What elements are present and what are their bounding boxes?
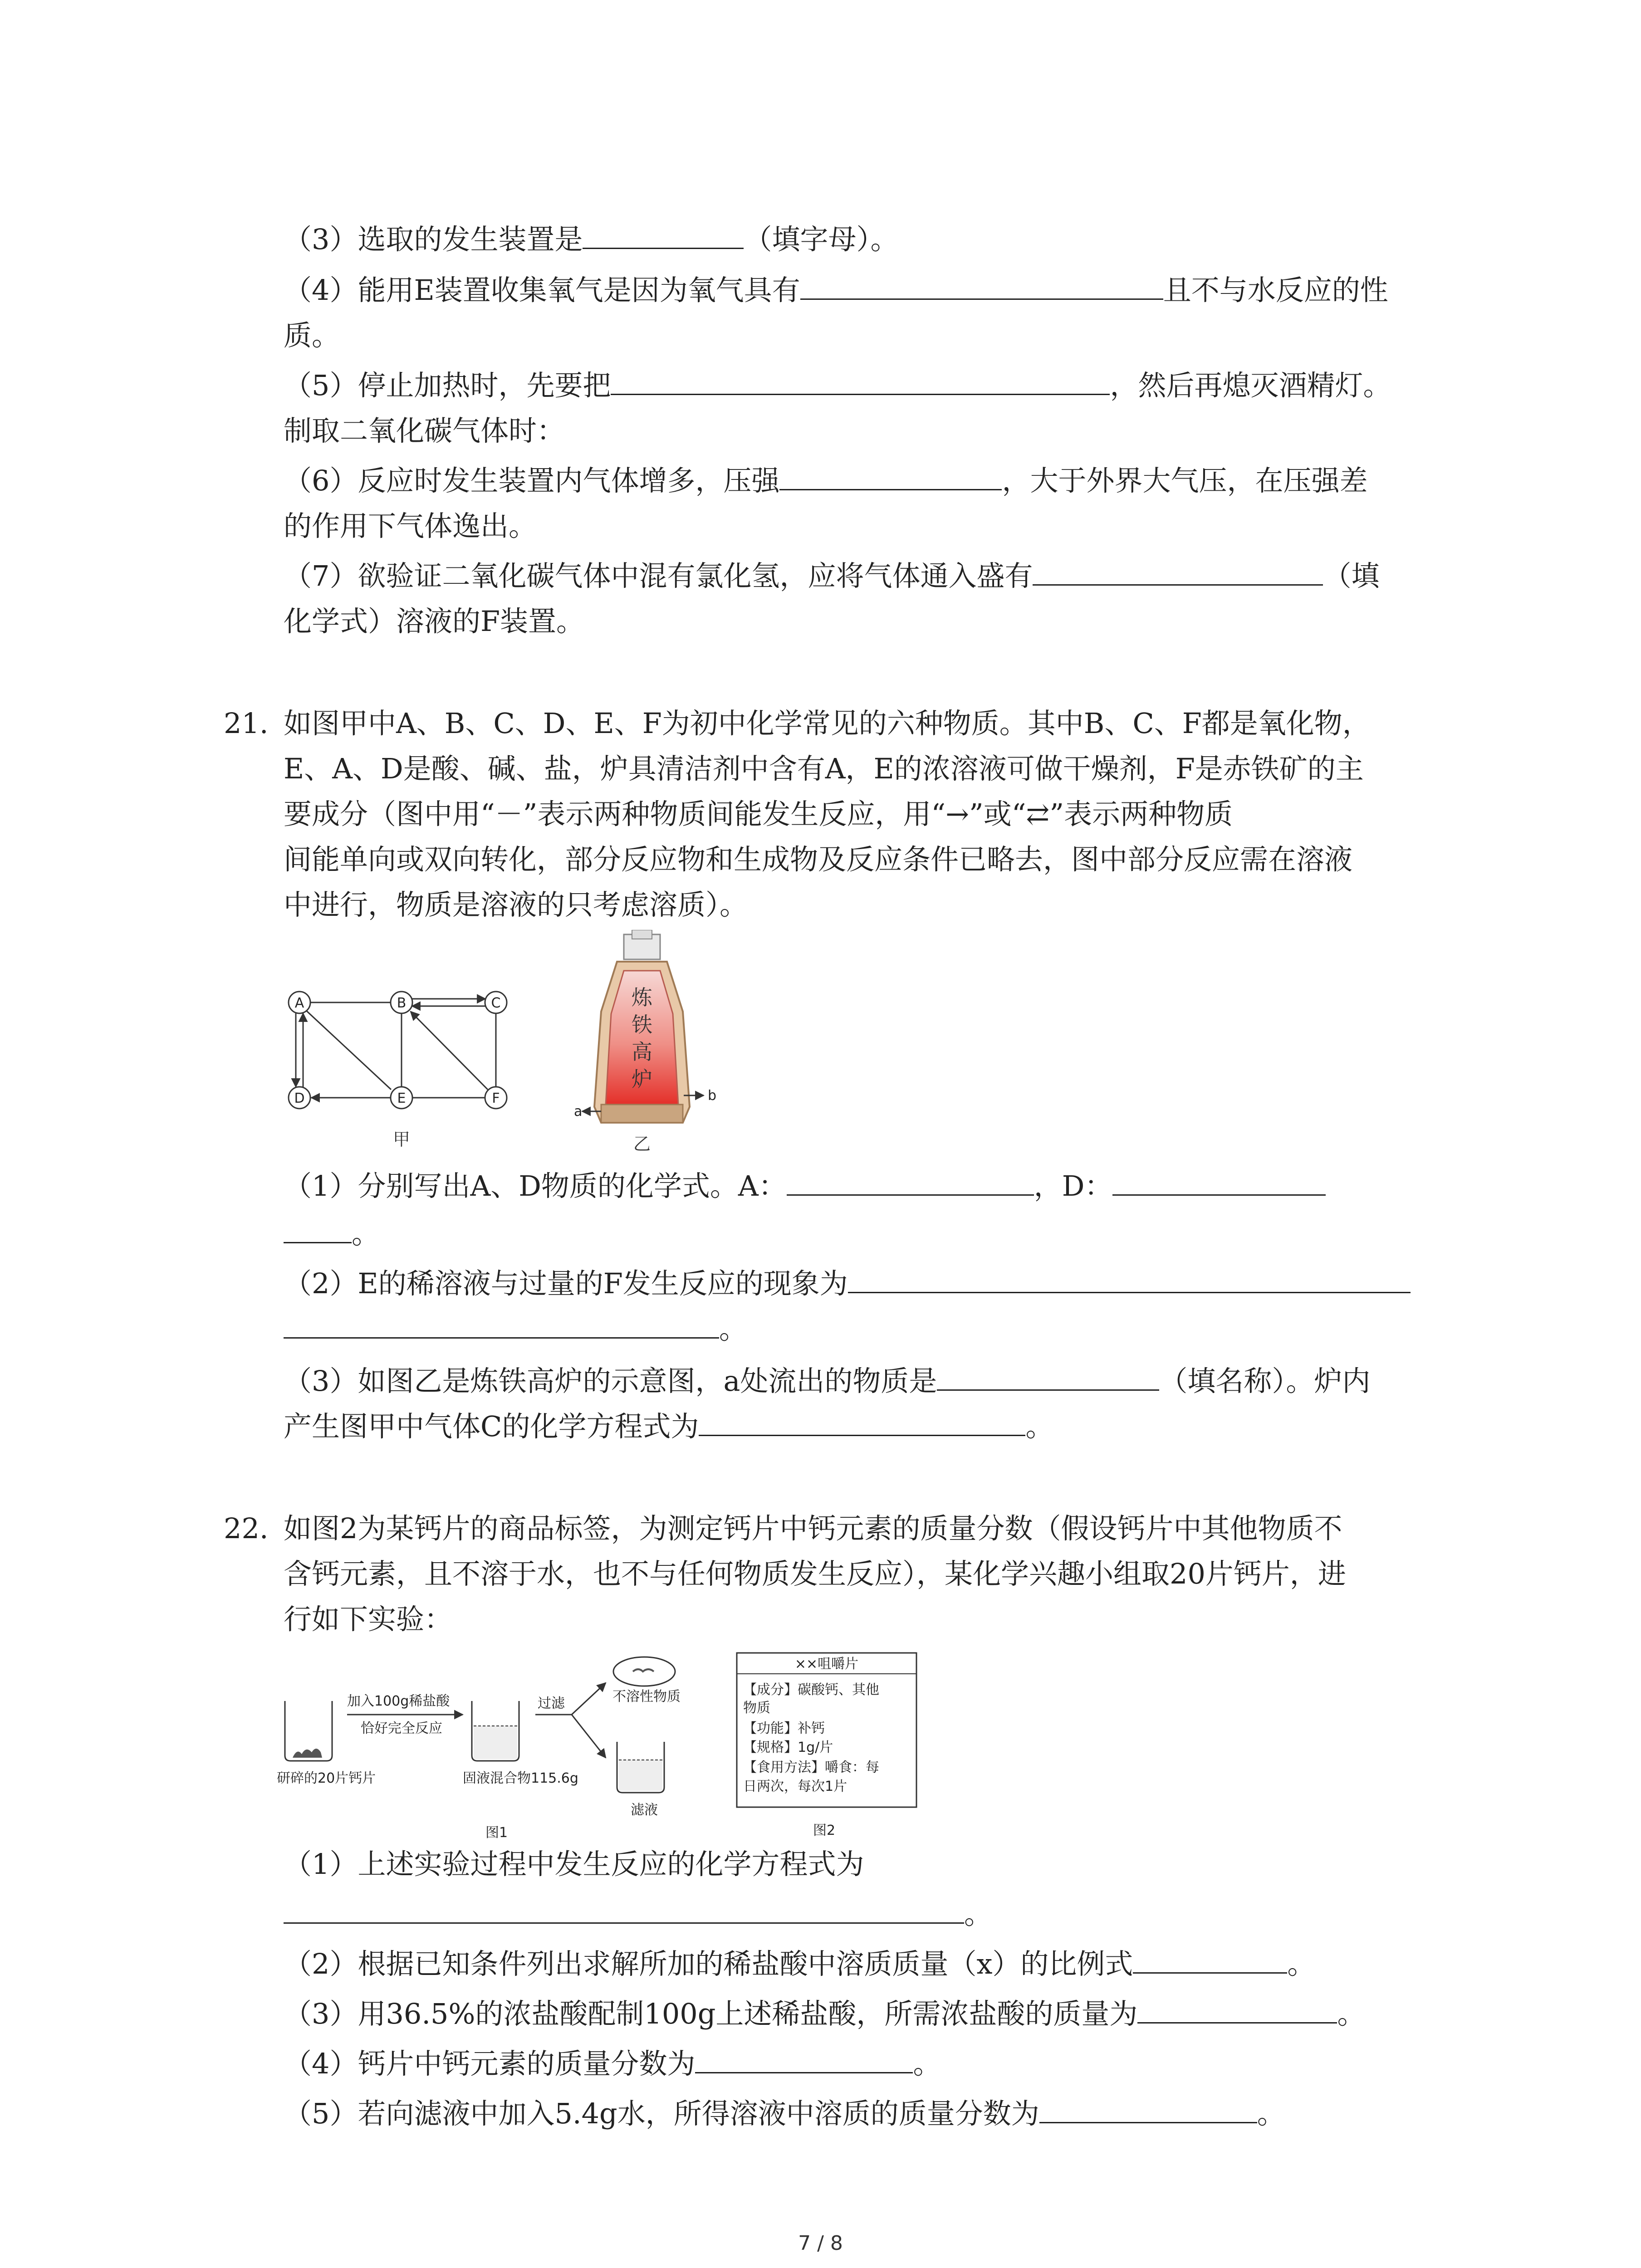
caption-jia: 甲 [392,1129,411,1149]
step-2-arrow-up [572,1683,606,1715]
q20-line-7c: 化学式）溶液的F装置。 [284,605,585,638]
answer-blank[interactable] [695,2044,913,2073]
q21-3-text: （3）如图乙是炼铁高炉的示意图，a处流出的物质是 [284,1364,937,1398]
q21-sub-2 [284,1261,1411,1306]
q21-1-end: 。 [352,1217,380,1250]
port-a-label: a [574,1104,583,1119]
q20-3-tail: （填字母）。 [744,223,899,256]
furnace-char-2: 铁 [632,1012,652,1037]
q21-para-5: 中进行，物质是溶液的只考虑溶质）。 [284,888,748,921]
label-line-2: 物质 [743,1700,770,1716]
port-b-label: b [708,1088,717,1104]
q20-line-7 [284,553,1379,599]
figure-1-caption: 图1 [485,1825,508,1841]
q22-para-3: 行如下实验： [284,1603,453,1636]
q21-para-3: 要成分（图中用“－”表示两种物质间能发生反应，用“→”或“⇄”表示两种物质 [284,797,1233,831]
q20-5-tail: ，然后再熄灭酒精灯。 [1110,369,1391,402]
edge-a-e [306,1011,391,1090]
beaker-2-liquid [474,1726,517,1759]
q20-7-tail: （填 [1323,559,1380,592]
q20-7-text: （7）欲验证二氧化碳气体中混有氯化氢，应将气体通入盛有 [284,559,1033,592]
q21-para-1: 如图甲中A、B、C、D、E、F为初中化学常见的六种物质。其中B、C、F都是氧化物， [284,707,1371,740]
label-line-5: 【食用方法】嚼食：每 [743,1760,879,1775]
answer-blank[interactable] [1033,556,1323,586]
answer-blank[interactable] [1133,1944,1287,1974]
insoluble-label: 不溶性物质 [612,1689,681,1705]
q20-co2-heading: 制取二氧化碳气体时： [284,414,565,447]
furnace-hearth [601,1105,683,1123]
node-f: F [492,1090,500,1106]
blast-furnace-figure [569,930,742,1161]
q21-sub-1 [284,1163,1326,1209]
answer-blank[interactable] [848,1264,1411,1293]
q22-sub-1-cont [284,1892,992,1937]
answer-blank[interactable] [779,461,1002,490]
node-d: D [294,1090,305,1106]
page-number: 7 / 8 [798,2232,843,2255]
q22-sub-2 [284,1941,1315,1987]
q21-3-mid: （填名称）。炉内 [1159,1364,1371,1398]
q22-1-end: 。 [964,1897,993,1931]
q22-5-text: （5）若向滤液中加入5.4g水，所得溶液中溶质的质量分数为 [284,2097,1039,2130]
q20-5-text: （5）停止加热时，先要把 [284,369,611,402]
q22-2-end: 。 [1287,1947,1316,1980]
q20-6-tail: ，大于外界大气压，在压强差 [1002,464,1368,497]
answer-blank[interactable] [284,1214,352,1243]
label-line-6: 日两次，每次1片 [743,1779,847,1794]
beaker-2-label: 固液混合物115.6g [463,1770,578,1786]
q22-para-2: 含钙元素，且不溶于水，也不与任何物质发生反应），某化学兴趣小组取20片钙片，进 [284,1557,1346,1590]
label-title: ××咀嚼片 [794,1656,859,1672]
node-a: A [294,995,304,1011]
q21-sub-2-cont [284,1306,747,1352]
q22-sub-5 [284,2091,1285,2136]
node-b: B [397,995,407,1011]
q20-4-tail: 且不与水反应的性 [1163,274,1388,307]
answer-blank[interactable] [284,1309,719,1339]
label-line-1: 【成分】碳酸钙、其他 [743,1682,879,1698]
figure-2-caption: 图2 [813,1823,836,1838]
label-line-3: 【功能】补钙 [743,1721,825,1736]
step-2-arrow-down [572,1715,606,1758]
q21-para-2: E、A、D是酸、碱、盐，炉具清洁剂中含有A，E的浓溶液可做干燥剂，F是赤铁矿的主 [284,752,1364,785]
q21-3-end: 。 [1025,1410,1054,1443]
q20-6-text: （6）反应时发生装置内气体增多，压强 [284,464,780,497]
q21-sub-1-cont [284,1211,380,1256]
furnace-char-4: 炉 [632,1067,652,1091]
answer-blank[interactable] [800,270,1163,300]
beaker-1-label: 研碎的20片钙片 [277,1770,376,1786]
diagram-nodes [289,992,507,1109]
edge-f-b [411,1012,488,1090]
answer-blank[interactable] [583,220,744,249]
q21-2-end: 。 [719,1312,748,1345]
q20-line-6 [284,458,1367,503]
q22-para-1: 如图2为某钙片的商品标签，为测定钙片中钙元素的质量分数（假设钙片中其他物质不 [284,1512,1342,1545]
node-c: C [491,995,501,1011]
answer-blank[interactable] [937,1361,1159,1391]
answer-blank[interactable] [699,1407,1025,1436]
q22-4-end: 。 [913,2047,941,2080]
label-line-4: 【规格】1g/片 [743,1740,833,1755]
q21-3-text2: 产生图甲中气体C的化学方程式为 [284,1410,699,1443]
q22-4-text: （4）钙片中钙元素的质量分数为 [284,2047,696,2080]
q20-line-6c: 的作用下气体逸出。 [284,509,537,543]
q21-sub-3 [284,1359,1370,1404]
step-2-label: 过滤 [538,1696,565,1711]
q21-sub-3-cont [284,1404,1053,1449]
answer-blank[interactable] [284,1894,964,1924]
step-1-label-b: 恰好完全反应 [361,1721,442,1736]
q22-sub-1: （1）上述实验过程中发生反应的化学方程式为 [284,1848,864,1881]
furnace-cap [632,930,652,939]
q21-1-mid: ，D： [1034,1169,1113,1202]
q20-line-4c: 质。 [284,319,340,352]
answer-blank[interactable] [611,366,1110,395]
q21-number: 21. [224,707,269,740]
answer-blank[interactable] [1137,1994,1337,2024]
q21-2-text: （2）E的稀溶液与过量的F发生反应的现象为 [284,1267,848,1300]
step-1-label-a: 加入100g稀盐酸 [347,1693,450,1709]
q20-4-text: （4）能用E装置收集氧气是因为氧气具有 [284,274,800,307]
crushed-tablets [293,1749,322,1758]
q22-number: 22. [224,1512,269,1545]
q20-3-text: （3）选取的发生装置是 [284,223,583,256]
q22-5-end: 。 [1257,2097,1285,2130]
answer-blank[interactable] [1112,1166,1326,1196]
q20-line-5 [284,363,1391,408]
experiment-figure-1 [272,1651,730,1846]
q22-3-end: 。 [1337,1997,1366,2030]
answer-blank[interactable] [1039,2094,1257,2123]
answer-blank[interactable] [787,1166,1034,1196]
q21-1-text: （1）分别写出A、D物质的化学式。A： [284,1169,787,1202]
q22-sub-3 [284,1991,1365,2037]
relation-diagram [272,975,554,1157]
q22-3-text: （3）用36.5%的浓盐酸配制100g上述稀盐酸，所需浓盐酸的质量为 [284,1997,1138,2030]
product-label-figure-2 [735,1651,926,1846]
filtrate-liquid [619,1760,662,1791]
q22-2-text: （2）根据已知条件列出求解所加的稀盐酸中溶质质量（x）的比例式 [284,1947,1133,1980]
caption-yi: 乙 [633,1134,651,1154]
furnace-char-3: 高 [632,1040,652,1064]
q20-line-3 [284,217,898,262]
furnace-char-1: 炼 [632,985,652,1010]
node-e: E [397,1090,406,1106]
q21-para-4: 间能单向或双向转化，部分反应物和生成物及反应条件已略去，图中部分反应需在溶液 [284,843,1353,876]
q20-line-4 [284,268,1388,313]
q22-sub-4 [284,2041,941,2087]
filtrate-label: 滤液 [631,1802,658,1818]
